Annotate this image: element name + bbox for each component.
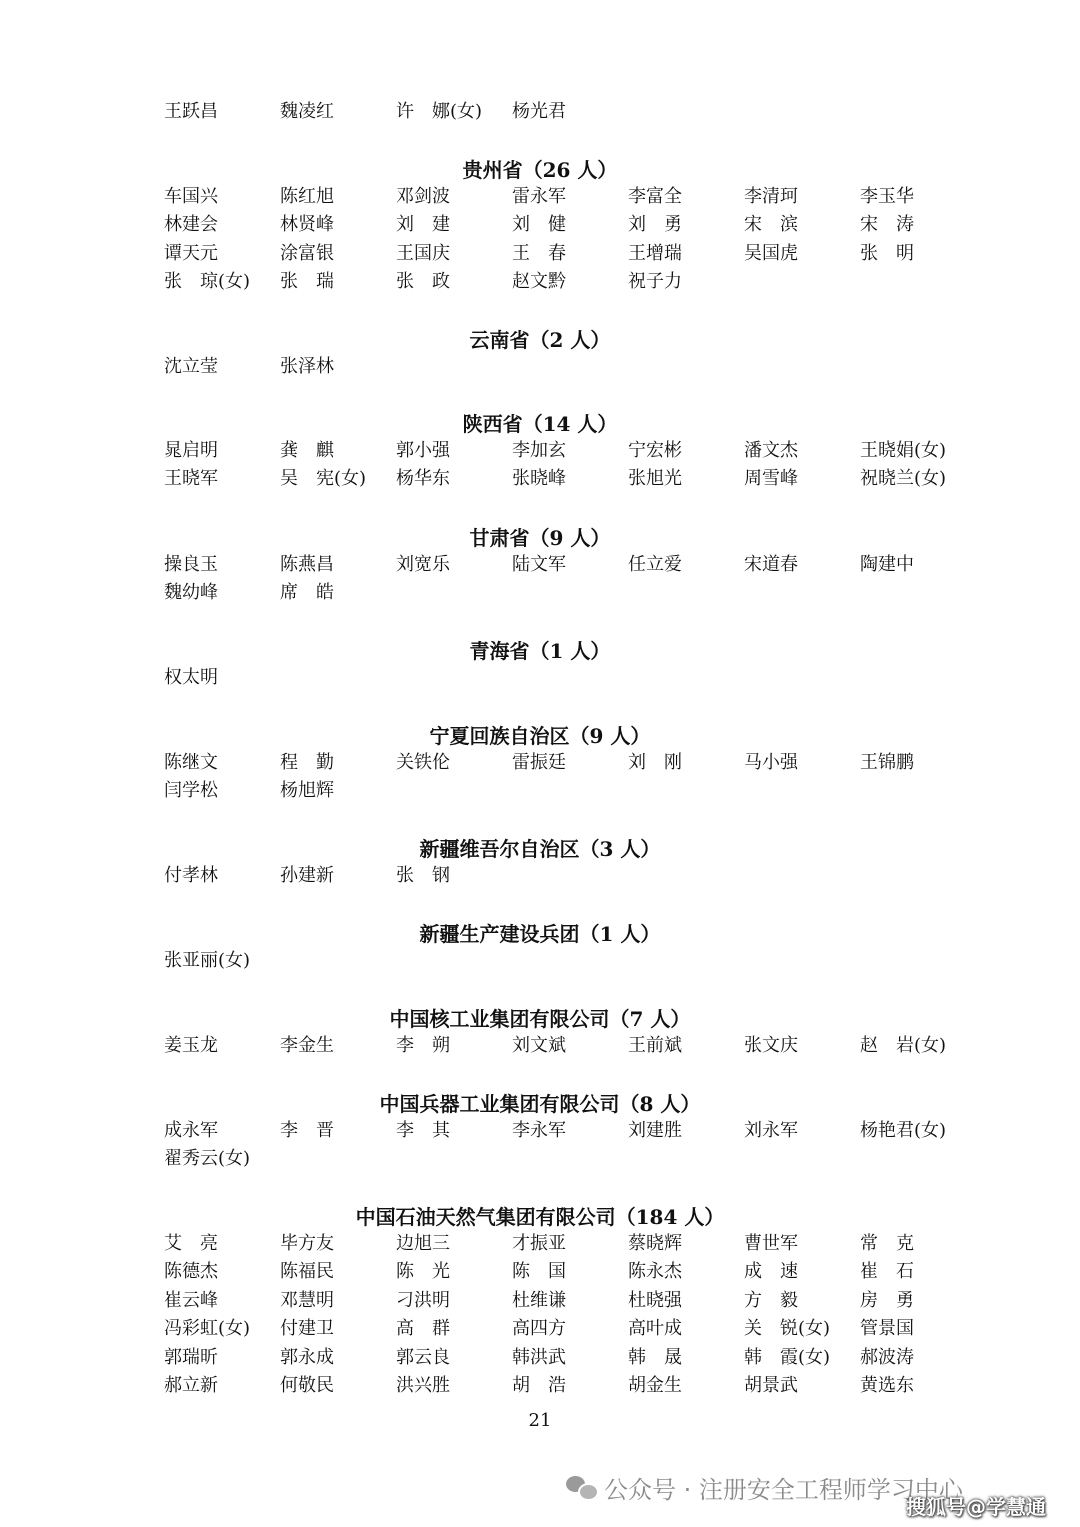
name-row	[164, 551, 984, 579]
name-row	[164, 268, 984, 296]
person-name: 杜维谦	[512, 1289, 566, 1311]
person-name: 郭云良	[396, 1346, 450, 1368]
person-name: 刘 健	[512, 214, 566, 236]
person-name: 操良玉	[164, 554, 218, 575]
name-row	[164, 947, 984, 975]
watermark-account-text: 公众号 · 注册安全工程师学习中心	[604, 1475, 963, 1504]
name-row	[164, 749, 984, 777]
name-row	[164, 437, 984, 465]
section-heading: 中国石油天然气集团有限公司（184 人）	[355, 1205, 725, 1229]
person-name: 杨艳君(女)	[860, 1120, 947, 1141]
name-row	[164, 1145, 984, 1173]
person-name: 祝子力	[628, 271, 682, 293]
person-name: 张 明	[860, 242, 914, 264]
person-name: 李清珂	[744, 186, 798, 207]
wechat-icon	[566, 1474, 596, 1500]
person-name: 魏凌红	[280, 101, 334, 122]
person-name: 张旭光	[628, 468, 682, 490]
person-name: 才振亚	[512, 1233, 566, 1254]
person-name: 李永军	[512, 1120, 566, 1141]
person-name: 陈永杰	[628, 1261, 682, 1283]
person-name: 胡金生	[628, 1375, 682, 1396]
person-name: 曹世军	[744, 1233, 798, 1254]
person-name: 刘文斌	[512, 1035, 566, 1056]
person-name: 赵 岩(女)	[860, 1035, 947, 1056]
person-name: 成 速	[744, 1261, 798, 1283]
person-name: 崔云峰	[164, 1289, 218, 1311]
person-name: 关 锐(女)	[744, 1318, 831, 1340]
section-heading: 云南省（2 人）	[469, 328, 611, 352]
section-heading: 贵州省（26 人）	[462, 158, 618, 182]
person-name: 翟秀云(女)	[164, 1148, 251, 1170]
name-row	[164, 777, 984, 805]
name-row	[164, 1032, 984, 1060]
person-name: 吴国虎	[744, 242, 798, 264]
person-name: 孙建新	[280, 865, 334, 886]
person-name: 郭小强	[396, 440, 450, 461]
person-name: 陈继文	[164, 752, 218, 773]
person-name: 吴 宪(女)	[280, 468, 367, 490]
person-name: 陈德杰	[164, 1261, 218, 1283]
person-name: 陈红旭	[280, 186, 334, 207]
person-name: 李加玄	[512, 440, 566, 461]
name-row	[164, 465, 984, 493]
person-name: 刘宽乐	[396, 554, 450, 575]
name-row	[164, 1117, 984, 1145]
person-name: 祝晓兰(女)	[860, 468, 947, 490]
person-name: 龚 麒	[280, 440, 334, 461]
name-row	[164, 1287, 984, 1315]
person-name: 高 群	[396, 1318, 450, 1340]
person-name: 潘文杰	[744, 440, 798, 461]
name-row	[164, 664, 984, 692]
person-name: 陈燕昌	[280, 554, 334, 575]
person-name: 高四方	[512, 1318, 566, 1340]
page-number: 21	[528, 1410, 552, 1431]
person-name: 程 勤	[280, 752, 334, 773]
person-name: 高叶成	[628, 1318, 682, 1340]
person-name: 黄选东	[860, 1375, 914, 1396]
person-name: 刘永军	[744, 1120, 798, 1141]
person-name: 郭瑞昕	[164, 1346, 218, 1368]
watermark-account	[566, 1470, 963, 1504]
person-name: 胡 浩	[512, 1375, 566, 1396]
person-name: 姜玉龙	[164, 1035, 218, 1056]
person-name: 蔡晓辉	[628, 1233, 682, 1254]
person-name: 郝波涛	[860, 1346, 914, 1368]
section-heading: 新疆维吾尔自治区（3 人）	[419, 837, 661, 861]
name-row	[164, 353, 984, 381]
person-name: 张泽林	[280, 356, 334, 377]
person-name: 宁宏彬	[628, 440, 682, 461]
person-name: 闫学松	[164, 780, 218, 802]
person-name: 刘 建	[396, 214, 450, 236]
person-name: 李 朔	[396, 1035, 450, 1056]
person-name: 林贤峰	[280, 214, 334, 236]
person-name: 陈 国	[512, 1261, 566, 1283]
name-row	[164, 862, 984, 890]
person-name: 刘 刚	[628, 752, 682, 773]
person-name: 郭永成	[280, 1346, 334, 1368]
name-row	[164, 98, 984, 126]
person-name: 韩 霞(女)	[744, 1346, 831, 1368]
person-name: 席 皓	[280, 582, 334, 604]
person-name: 林建会	[164, 214, 218, 236]
person-name: 张 政	[396, 271, 450, 293]
section-heading: 青海省（1 人）	[469, 639, 611, 663]
person-name: 张 琼(女)	[164, 271, 251, 293]
person-name: 车国兴	[164, 186, 218, 207]
person-name: 权太明	[164, 667, 218, 688]
person-name: 洪兴胜	[396, 1375, 450, 1396]
person-name: 张 瑞	[280, 271, 334, 293]
person-name: 杜晓强	[628, 1289, 682, 1311]
person-name: 关铁伦	[396, 752, 450, 773]
person-name: 杨光君	[512, 101, 566, 122]
person-name: 张文庆	[744, 1035, 798, 1056]
person-name: 艾 亮	[164, 1233, 218, 1254]
person-name: 边旭三	[396, 1233, 450, 1254]
name-row	[164, 1230, 984, 1258]
section-heading: 甘肃省（9 人）	[469, 526, 611, 550]
person-name: 陈福民	[280, 1261, 334, 1283]
person-name: 晁启明	[164, 440, 218, 461]
person-name: 张 钢	[396, 865, 450, 886]
name-row	[164, 1372, 984, 1400]
name-row	[164, 579, 984, 607]
person-name: 王国庆	[396, 242, 450, 264]
person-name: 王晓军	[164, 468, 218, 490]
person-name: 许 娜(女)	[396, 101, 483, 122]
person-name: 雷振廷	[512, 752, 566, 773]
name-row	[164, 240, 984, 268]
section-heading: 中国兵器工业集团有限公司（8 人）	[379, 1092, 701, 1116]
person-name: 房 勇	[860, 1289, 914, 1311]
section-heading: 中国核工业集团有限公司（7 人）	[389, 1007, 691, 1031]
name-row	[164, 211, 984, 239]
person-name: 魏幼峰	[164, 582, 218, 604]
person-name: 陶建中	[860, 554, 914, 575]
person-name: 马小强	[744, 752, 798, 773]
person-name: 沈立莹	[164, 356, 218, 377]
name-row	[164, 1258, 984, 1286]
person-name: 王锦鹏	[860, 752, 914, 773]
person-name: 冯彩虹(女)	[164, 1318, 251, 1340]
person-name: 刘建胜	[628, 1120, 682, 1141]
person-name: 王跃昌	[164, 101, 218, 122]
section-heading: 陕西省（14 人）	[462, 412, 618, 436]
person-name: 毕方友	[280, 1233, 334, 1254]
section-heading: 新疆生产建设兵团（1 人）	[419, 922, 661, 946]
person-name: 付建卫	[280, 1318, 334, 1340]
person-name: 张晓峰	[512, 468, 566, 490]
person-name: 李玉华	[860, 186, 914, 207]
person-name: 陆文军	[512, 554, 566, 575]
person-name: 宋 滨	[744, 214, 798, 236]
person-name: 管景国	[860, 1318, 914, 1340]
person-name: 王前斌	[628, 1035, 682, 1056]
person-name: 杨旭辉	[280, 780, 334, 802]
person-name: 宋道春	[744, 554, 798, 575]
person-name: 韩 晟	[628, 1346, 682, 1368]
person-name: 李富全	[628, 186, 682, 207]
person-name: 成永军	[164, 1120, 218, 1141]
person-name: 赵文黔	[512, 271, 566, 293]
person-name: 周雪峰	[744, 468, 798, 490]
person-name: 刁洪明	[396, 1289, 450, 1311]
person-name: 王晓娟(女)	[860, 440, 947, 461]
person-name: 李 晋	[280, 1120, 334, 1141]
person-name: 王增瑞	[628, 242, 682, 264]
name-row	[164, 1315, 984, 1343]
person-name: 张亚丽(女)	[164, 950, 251, 971]
person-name: 任立爱	[628, 554, 682, 575]
watermark-sohu: 搜狐号@学慧通	[906, 1495, 1046, 1519]
name-row	[164, 183, 984, 211]
person-name: 邓剑波	[396, 186, 450, 207]
person-name: 李金生	[280, 1035, 334, 1056]
person-name: 韩洪武	[512, 1346, 566, 1368]
person-name: 刘 勇	[628, 214, 682, 236]
person-name: 方 毅	[744, 1289, 798, 1311]
person-name: 常 克	[860, 1233, 914, 1254]
person-name: 崔 石	[860, 1261, 914, 1283]
name-row	[164, 1344, 984, 1372]
person-name: 杨华东	[396, 468, 450, 490]
person-name: 谭天元	[164, 242, 218, 264]
person-name: 胡景武	[744, 1375, 798, 1396]
person-name: 雷永军	[512, 186, 566, 207]
person-name: 涂富银	[280, 242, 334, 264]
person-name: 邓慧明	[280, 1289, 334, 1311]
section-heading: 宁夏回族自治区（9 人）	[429, 724, 651, 748]
person-name: 陈 光	[396, 1261, 450, 1283]
person-name: 何敬民	[280, 1375, 334, 1396]
person-name: 付孝林	[164, 865, 218, 886]
person-name: 郝立新	[164, 1375, 218, 1396]
person-name: 王 春	[512, 242, 566, 264]
person-name: 宋 涛	[860, 214, 914, 236]
person-name: 李 其	[396, 1120, 450, 1141]
